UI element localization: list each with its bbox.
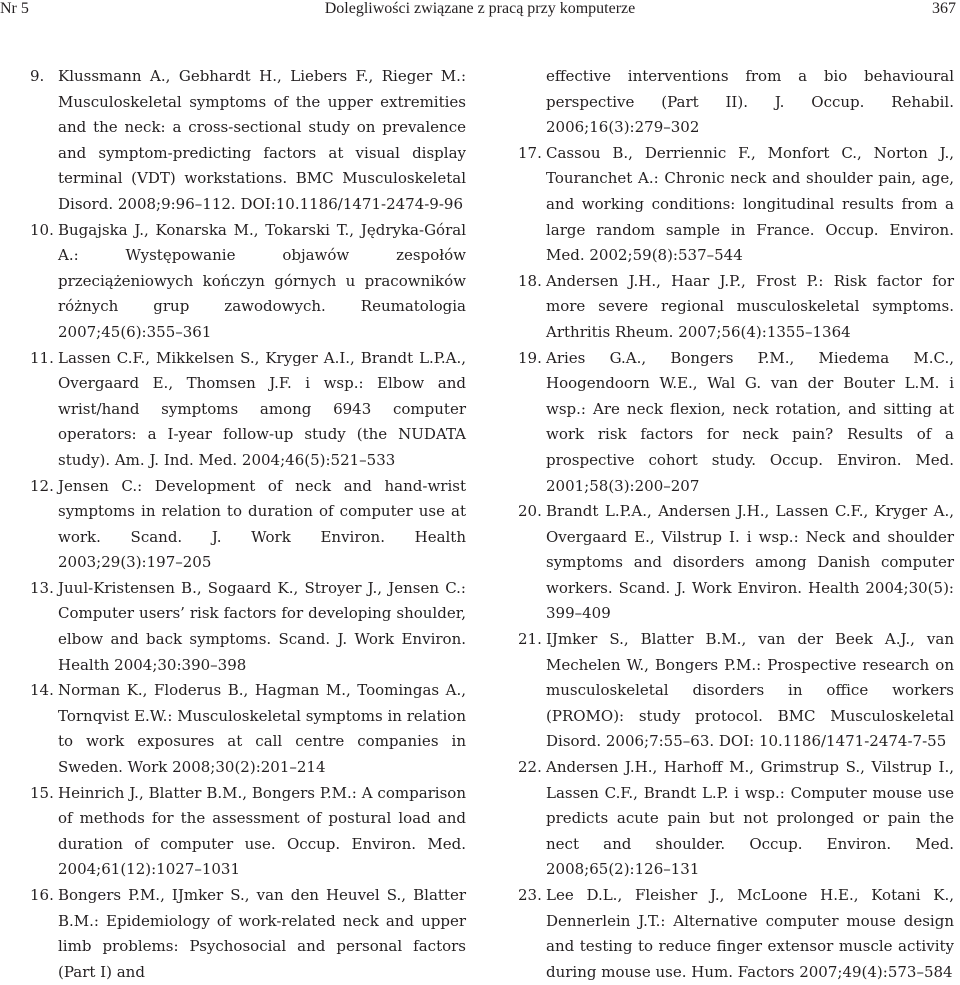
reference-number: 9. — [30, 67, 45, 85]
reference-text: Norman K., Floderus B., Hagman M., Toomingas A., Tornqvist E.W.: Musculoskeletal symptoms in relation to work exposures at call centre companies in Sweden. Work 2008;30(2):201–214 — [58, 681, 466, 777]
reference-number: 11. — [30, 348, 54, 367]
reference-text: Bugajska J., Konarska M., Tokarski T., Jędryka-Góral A.: Występowanie objawów zespołów przeciążeniowych kończyn górnych u pracowników różnych grup zawodowych. Reumatologia 2007;45(6):355–361 — [58, 220, 466, 341]
reference-number: 21. — [518, 630, 542, 649]
reference-text: Klussmann A., Gebhardt H., Liebers F., Rieger M.: Musculoskeletal symptoms of the upper extremities and the neck: a cross-sectional study on prevalence and symptom-predicting factors at visual display terminal (VDT) workstations. BMC Musculoskeletal Disord. 2008;9:96–112. DOI:10.1186/1471-2474-9-96 — [58, 67, 466, 213]
reference-item — [30, 218, 466, 346]
reference-item — [518, 755, 954, 883]
reference-item — [518, 346, 954, 500]
reference-number: 16. — [30, 886, 54, 904]
reference-number: 18. — [518, 271, 542, 290]
reference-text: Andersen J.H., Haar J.P., Frost P.: Risk factor for more severe regional musculoskeletal symptoms. Arthritis Rheum. 2007;56(4):1355–1364 — [546, 271, 954, 341]
reference-item — [518, 627, 954, 755]
reference-item-continued — [518, 64, 954, 141]
page-number: 367 — [932, 0, 956, 17]
reference-text: IJmker S., Blatter B.M., van der Beek A.J., van Mechelen W., Bongers P.M.: Prospective research on musculoskeletal disorders in office workers (PROMO): study protocol. BMC Musculoskeletal Disord. 2006;7:55–63. DOI: 10.1186/1471-2474-7-55 — [546, 630, 954, 751]
reference-text: Lee D.L., Fleisher J., McLoone H.E., Kotani K., Dennerlein J.T.: Alternative computer mouse design and testing to reduce finger extensor muscle activity during mouse use. Hum. Factors 2007;49(4):573–584 — [546, 886, 954, 981]
reference-item — [518, 141, 954, 269]
reference-item — [30, 474, 466, 576]
reference-item — [518, 883, 954, 985]
running-title: Dolegliwości związane z pracą przy komputerze — [324, 0, 636, 17]
reference-number: 13. — [30, 578, 54, 597]
journal-issue: Nr 5 — [0, 0, 29, 17]
reference-number: 22. — [518, 758, 542, 777]
reference-number: 17. — [518, 143, 542, 162]
reference-number: 23. — [518, 886, 542, 904]
reference-text: Heinrich J., Blatter B.M., Bongers P.M.: A comparison of methods for the assessment of postural load and duration of computer use. Occup. Environ. Med. 2004;61(12):1027–1031 — [58, 783, 466, 879]
reference-number: 20. — [518, 502, 542, 521]
reference-number: 19. — [518, 348, 542, 367]
reference-text: Brandt L.P.A., Andersen J.H., Lassen C.F., Kryger A., Overgaard E., Vilstrup I. i wsp.: Neck and shoulder symptoms and disorders among Danish computer workers. Scand. J. Work Environ. Health 2004;30(5): 399–409 — [546, 502, 954, 623]
reference-item — [30, 346, 466, 474]
references-left-column — [30, 64, 466, 985]
reference-text: Juul-Kristensen B., Sogaard K., Stroyer J., Jensen C.: Computer users’ risk factors for developing shoulder, elbow and back symptoms. Scand. J. Work Environ. Health 2004;30:390–398 — [58, 578, 466, 674]
reference-item — [30, 678, 466, 780]
reference-text: Lassen C.F., Mikkelsen S., Kryger A.I., Brandt L.P.A., Overgaard E., Thomsen J.F. i wsp.: Elbow and wrist/hand symptoms among 6943 computer operators: a I-year follow-up study (the NUDATA study). Am. J. Ind. Med. 2004;46(5):521–533 — [58, 348, 466, 469]
running-header — [0, 0, 960, 26]
reference-text: Andersen J.H., Harhoff M., Grimstrup S., Vilstrup I., Lassen C.F., Brandt L.P. i wsp.: Computer mouse use predicts acute pain but not prolonged or pain the nect and shoulder. Occup. Environ. Med. 2008;65(2):126–131 — [546, 758, 954, 879]
reference-item — [30, 781, 466, 883]
reference-number: 14. — [30, 681, 54, 700]
reference-text: Aries G.A., Bongers P.M., Miedema M.C., Hoogendoorn W.E., Wal G. van der Bouter L.M. i wsp.: Are neck flexion, neck rotation, and sitting at work risk factors for neck pain? Results of a prospective cohort study. Occup. Environ. Med. 2001;58(3):200–207 — [546, 348, 954, 495]
reference-text: Bongers P.M., IJmker S., van den Heuvel S., Blatter B.M.: Epidemiology of work-related neck and upper limb problems: Psychosocial and personal factors (Part I) and — [58, 886, 466, 981]
reference-item — [518, 499, 954, 627]
reference-text: Jensen C.: Development of neck and hand-wrist symptoms in relation to duration of computer use at work. Scand. J. Work Environ. Health 2003;29(3):197–205 — [58, 476, 466, 572]
reference-item — [518, 269, 954, 346]
reference-number: 12. — [30, 476, 54, 495]
reference-text: Cassou B., Derriennic F., Monfort C., Norton J., Touranchet A.: Chronic neck and shoulder pain, age, and working conditions: longitudinal results from a large random sample in France. Occup. Environ. Med. 2002;59(8):537–544 — [546, 143, 954, 265]
reference-number: 10. — [30, 220, 54, 239]
reference-item — [30, 64, 466, 218]
reference-item — [30, 576, 466, 678]
reference-text: effective interventions from a bio behavioural perspective (Part II). J. Occup. Rehabil. 2006;16(3):279–302 — [546, 67, 954, 137]
reference-item — [30, 883, 466, 985]
reference-number: 15. — [30, 783, 54, 802]
references-right-column — [518, 64, 954, 985]
